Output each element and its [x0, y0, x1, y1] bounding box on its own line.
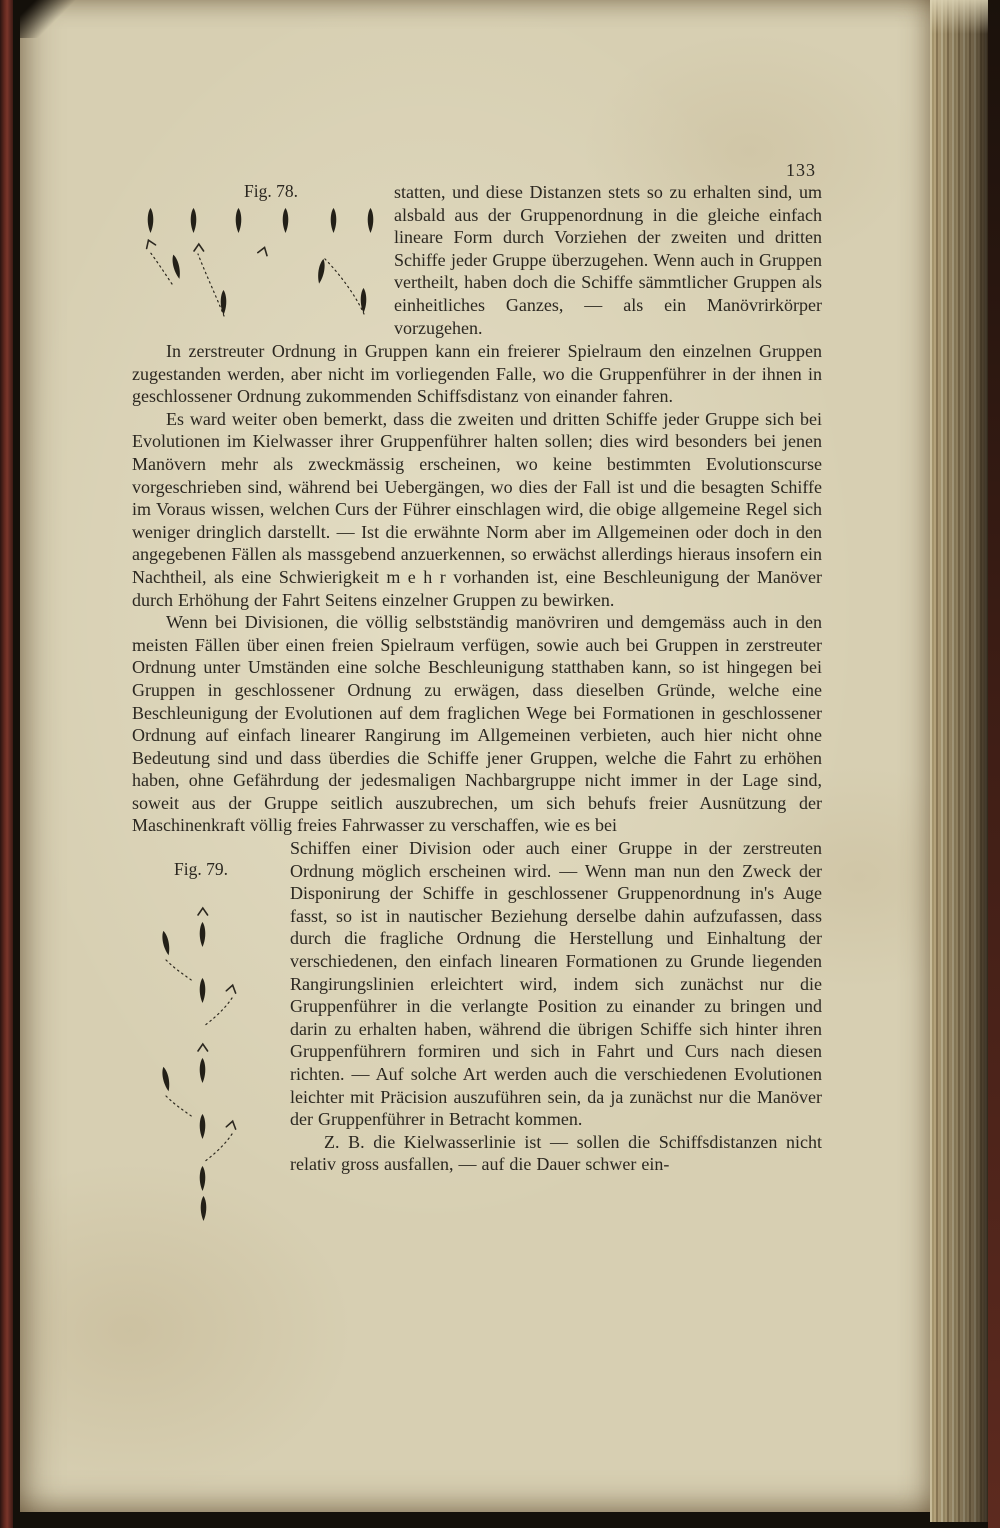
- course-path: [166, 1096, 194, 1118]
- figure-78-caption: Fig. 78.: [244, 181, 298, 201]
- ship-icon: [201, 1196, 207, 1221]
- ship-icon: [200, 1114, 206, 1139]
- course-path: [204, 998, 232, 1026]
- ship-icon: [331, 208, 337, 233]
- course-path: [166, 960, 194, 982]
- heading-arrow-icon: [198, 908, 208, 915]
- heading-arrow-icon: [226, 1120, 237, 1129]
- course-path: [198, 254, 224, 316]
- paragraph-3: Es ward weiter oben bemerkt, dass die zweiten und dritten Schiffe jeder Gruppe sich bei Evolutionen im Kielwasser ihrer Gruppenführer halten sollen; dies wird besonders bei jenen Manövern mehr als zweckmässig erscheinen, wo keine bestimmten Evolutionscurse vorgeschrieben sind, während bei Uebergängen, wo dies der Fall ist und die besagten Schiffe im Voraus wissen, welchen Curs der Führer einschlagen wird, die obige allgemeine Regel sich weniger dringlich darstellt. — Ist die erwähnte Norm aber im Allgemeinen oder doch in den angegebenen Fällen als massgebend anzuerkennen, so erwächst allerdings hieraus insofern ein Nachtheil, als eine Schwierigkeit m e h r vorhanden ist, eine Beschleunigung der Manöver durch Erhöhung der Fahrt Seitens einzelner Gruppen zu bewirken.: [132, 408, 822, 610]
- figure-78: [132, 181, 394, 340]
- ship-icon: [171, 254, 182, 280]
- ship-icon: [368, 208, 374, 233]
- ship-icon: [148, 208, 154, 233]
- ship-icon: [200, 978, 206, 1003]
- heading-arrow-icon: [258, 246, 269, 256]
- course-path: [204, 1134, 232, 1162]
- figure-79-illustration: [132, 884, 282, 1224]
- book-spine: [0, 0, 13, 1528]
- paragraph-4: Wenn bei Divisionen, die völlig selbstständig manövriren und demgemäss auch in den meisten Fällen über einen freien Spielraum verfügen, sowie auch bei Gruppen in zerstreuter Ordnung unter Umständen eine solche Beschleunigung statthaben kann, so ist hingegen bei Gruppen in geschlossener Ordnung zu erwägen, dass dieselben Gründe, welche eine Beschleunigung der Evolutionen auf dem fraglichen Wege bei Formationen in geschlossener Ordnung auf einfach linearer Rangirung im Allgemeinen verbieten, auch hier nicht ohne Bedeutung sind und dass überdies die Schiffe jener Gruppen, welche die Fahrt zu erhöhen haben, ohne Gefährdung der jedesmaligen Nachbargruppe nicht immer in der Lage sind, soweit aus der Gruppe seitlich auszubrechen, um sich behufs freier Ausnützung der Maschinenkraft völlig freies Fahrwasser zu verschaffen, wie es bei: [132, 612, 822, 836]
- course-path: [324, 258, 364, 314]
- ship-icon: [236, 208, 242, 233]
- course-path: [150, 252, 172, 284]
- ship-icon: [200, 1166, 206, 1191]
- paragraph-1: statten, und diese Distanzen stets so zu erhalten sind, um alsbald aus der Gruppenordnung in die gleiche einfach lineare Form durch Vorziehen der zweiten und dritten Schiffe jeder Gruppe überzugehen. Wenn auch in Gruppen vertheilt, haben doch die Schiffe sämmtlicher Gruppen als einheitliches Ganzes, — als ein Manövrirkörper vorzugehen.: [394, 182, 822, 338]
- paragraph-2: In zerstreuter Ordnung in Gruppen kann ein freierer Spielraum den einzelnen Gruppen zugestanden werden, aber nicht im vorliegenden Falle, wo die Gruppenführer in der ihnen in geschlossener Ordnung zukommenden Schiffsdistanz von einander fahren.: [132, 341, 822, 407]
- ship-icon: [161, 930, 172, 956]
- page-corner-shadow: [13, 0, 77, 38]
- heading-arrow-icon: [198, 1044, 208, 1051]
- page-content: [132, 0, 822, 1224]
- fig79-section: [132, 837, 822, 1224]
- ship-icon: [191, 208, 197, 233]
- figure-78-illustration: [132, 204, 384, 340]
- figure-79: [132, 837, 290, 1224]
- book-page: [20, 0, 932, 1512]
- page-edges: [930, 0, 988, 1522]
- figure-79-caption: Fig. 79.: [174, 859, 228, 880]
- ship-icon: [161, 1066, 172, 1092]
- heading-arrow-icon: [226, 984, 237, 993]
- book-cover-edge: [988, 0, 1000, 1528]
- paragraph-6: Z. B. die Kielwasserlinie ist — sollen die Schiffsdistanzen nicht relativ gross ausfallen, — auf die Dauer schwer ein-: [290, 1131, 822, 1175]
- ship-icon: [200, 922, 206, 947]
- paragraph-5: Schiffen einer Division oder auch einer Gruppe in der zerstreuten Ordnung möglich erscheinen wird. — Wenn man nun den Zweck der Disponirung der Schiffe in geschlossener Gruppenordnung in's Auge fasst, so ist in nautischer Beziehung derselbe dahin aufzufassen, dass durch die fragliche Ordnung die Herstellung und Einhaltung der verschiedenen, den einfach linearen Formationen zu Grunde liegenden Rangirungslinien erleichtert wird, indem sich zunächst nur die Gruppenführer in die verlangte Position zu einander zu bringen und darin zu erhalten haben, während die übrigen Schiffe sich hinter ihren Gruppenführern formiren und sich in Fahrt und Curs nach diesen richten. — Auf solche Art werden auch die verschiedenen Evolutionen leichter mit Präcision auszuführen sein, da ja zunächst nur die Manöver der Gruppenführer in Betracht kommen.: [290, 838, 822, 1130]
- heading-arrow-icon: [144, 238, 156, 248]
- page-number: 133: [786, 160, 816, 180]
- ship-icon: [283, 208, 289, 233]
- fig78-section: [132, 181, 822, 340]
- heading-arrow-icon: [194, 244, 204, 251]
- ship-icon: [200, 1058, 206, 1083]
- ship-icon: [316, 258, 326, 284]
